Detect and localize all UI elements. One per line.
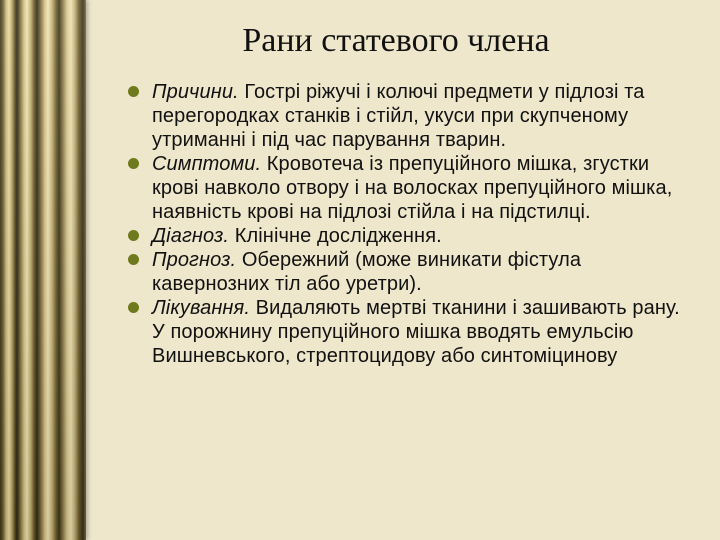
decorative-stripes [0, 0, 86, 540]
bullet-term: Прогноз. [152, 249, 237, 271]
bullet-dot-icon [128, 230, 139, 241]
bullet-item-diagnosis [128, 224, 698, 248]
slide-title: Рани статевого члена [242, 22, 550, 59]
bullet-dot-icon [128, 302, 139, 313]
bullet-text: Видаляють мертві тканини і зашивають рану. У порожнину препуційного мішка вводять емульсію Вишневського, стрептоцидову або синтоміцинову [152, 297, 680, 367]
bullet-term: Симптоми. [152, 153, 262, 175]
bullet-item-treatment [128, 296, 698, 368]
bullet-list [128, 80, 698, 368]
bullet-text: Обережний (може виникати фістула кавернозних тіл або уретри). [152, 249, 582, 295]
bullet-text: Гострі ріжучі і колючі предмети у підлозі та перегородках станків і стійл, укуси при скупченому утриманні і під час парування тварин. [152, 81, 645, 151]
bullet-term: Причини. [152, 81, 239, 103]
bullet-dot-icon [128, 158, 139, 169]
bullet-term: Лікування. [152, 297, 250, 319]
bullet-item-causes [128, 80, 698, 152]
bullet-dot-icon [128, 254, 139, 265]
bullet-item-prognosis [128, 248, 698, 296]
bullet-item-symptoms [128, 152, 698, 224]
bullet-text: Кровотеча із препуційного мішка, згустки крові навколо отвору і на волосках препуційного мішка, наявність крові на підлозі стійла і на підстилці. [152, 153, 673, 223]
bullet-text: Клінічне дослідження. [229, 225, 442, 247]
bullet-term: Діагноз. [152, 225, 230, 247]
bullet-dot-icon [128, 86, 139, 97]
